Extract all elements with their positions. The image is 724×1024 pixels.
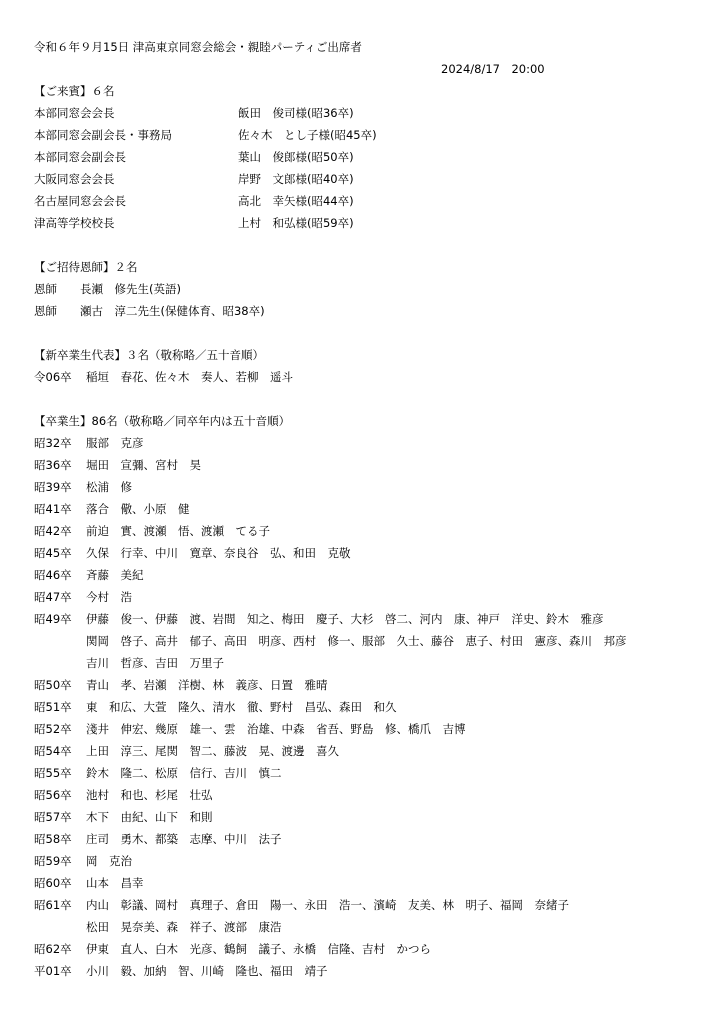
graduate-year: 昭52卒 (34, 722, 72, 736)
teachers-header: 【ご招待恩師】２名 (34, 260, 138, 274)
graduate-year: 昭61卒 (34, 898, 72, 912)
graduate-names: 岡 克治 (86, 854, 132, 868)
graduate-year: 昭59卒 (34, 854, 72, 868)
guest-role: 本部同窓会副会長 (34, 150, 126, 164)
graduate-year: 昭46卒 (34, 568, 72, 582)
graduate-names: 久保 行幸、中川 寛章、奈良谷 弘、和田 克敬 (86, 546, 351, 560)
graduate-year: 昭55卒 (34, 766, 72, 780)
graduate-year: 平01卒 (34, 964, 72, 978)
graduate-year: 昭42卒 (34, 524, 72, 538)
graduate-names: 服部 克彦 (86, 436, 144, 450)
graduate-names: 斉藤 美紀 (86, 568, 144, 582)
graduate-names: 東 和広、大萱 隆久、清水 徹、野村 昌弘、森田 和久 (86, 700, 397, 714)
graduate-names: 庄司 勇木、都築 志摩、中川 法子 (86, 832, 282, 846)
guest-role: 津高等学校校長 (34, 216, 115, 230)
graduates-header: 【卒業生】86名（敬称略／同卒年内は五十音順） (34, 414, 291, 428)
guest-name: 高北 幸矢様(昭44卒) (238, 194, 354, 208)
graduate-year: 昭32卒 (34, 436, 72, 450)
guest-role: 本部同窓会会長 (34, 106, 115, 120)
graduate-names: 木下 由紀、山下 和則 (86, 810, 213, 824)
graduate-year: 昭39卒 (34, 480, 72, 494)
new-grads-header: 【新卒業生代表】３名（敬称略／五十音順） (34, 348, 264, 362)
graduate-names: 青山 孝、岩瀬 洋樹、林 義彦、日置 雅晴 (86, 678, 328, 692)
graduate-year: 昭51卒 (34, 700, 72, 714)
graduate-year: 昭60卒 (34, 876, 72, 890)
graduate-names: 内山 彰議、岡村 真理子、倉田 陽一、永田 浩一、濱崎 友美、林 明子、福岡 奈緒子 (86, 898, 569, 912)
guest-name: 飯田 俊司様(昭36卒) (238, 106, 354, 120)
graduate-year: 昭54卒 (34, 744, 72, 758)
graduate-names: 鈴木 隆二、松原 信行、吉川 慎二 (86, 766, 282, 780)
guest-name: 岸野 文郎様(昭40卒) (238, 172, 354, 186)
guest-name: 上村 和弘様(昭59卒) (238, 216, 354, 230)
graduate-year: 昭45卒 (34, 546, 72, 560)
guest-name: 佐々木 とし子様(昭45卒) (238, 128, 377, 142)
graduate-names: 松田 晃奈美、森 祥子、渡部 康浩 (86, 920, 282, 934)
new-grad-year: 令06卒 (34, 370, 72, 384)
graduate-year: 昭50卒 (34, 678, 72, 692)
graduate-names: 落合 儆、小原 健 (86, 502, 190, 516)
graduate-names: 山本 昌幸 (86, 876, 144, 890)
graduate-names: 松浦 修 (86, 480, 132, 494)
timestamp: 2024/8/17 20:00 (441, 62, 545, 76)
graduate-year: 昭57卒 (34, 810, 72, 824)
teacher-row: 恩師 瀬古 淳二先生(保健体育、昭38卒) (34, 304, 265, 318)
graduate-year: 昭41卒 (34, 502, 72, 516)
guest-name: 葉山 俊郎様(昭50卒) (238, 150, 354, 164)
graduate-names: 伊東 直人、白木 光彦、鶴飼 議子、永橋 信隆、吉村 かつら (86, 942, 431, 956)
guest-role: 大阪同窓会会長 (34, 172, 115, 186)
graduate-year: 昭47卒 (34, 590, 72, 604)
graduate-names: 伊藤 俊一、伊藤 渡、岩間 知之、梅田 慶子、大杉 啓二、河内 康、神戸 洋史、鈴木 雅彦 (86, 612, 604, 626)
graduate-year: 昭36卒 (34, 458, 72, 472)
guest-role: 名古屋同窓会会長 (34, 194, 126, 208)
graduate-year: 昭58卒 (34, 832, 72, 846)
graduate-names: 上田 淳三、尾関 智二、藤波 晃、渡邊 喜久 (86, 744, 339, 758)
document-title: 令和６年９月15日 津高東京同窓会総会・親睦パーティご出席者 (34, 40, 362, 54)
guests-header: 【ご来賓】６名 (34, 84, 115, 98)
graduate-names: 前迫 實、渡瀬 悟、渡瀬 てる子 (86, 524, 270, 538)
graduate-names: 淺井 伸宏、幾原 雄一、雲 治雄、中森 省吾、野島 修、橋爪 吉博 (86, 722, 466, 736)
guest-role: 本部同窓会副会長・事務局 (34, 128, 172, 142)
graduate-names: 今村 浩 (86, 590, 132, 604)
graduate-names: 池村 和也、杉尾 壮弘 (86, 788, 213, 802)
graduate-names: 小川 毅、加納 智、川崎 隆也、福田 靖子 (86, 964, 328, 978)
new-grad-names: 稲垣 春花、佐々木 奏人、若柳 遥斗 (86, 370, 293, 384)
graduate-names: 堀田 宣彌、宮村 昊 (86, 458, 201, 472)
teacher-row: 恩師 長瀬 修先生(英語) (34, 282, 181, 296)
graduate-year: 昭49卒 (34, 612, 72, 626)
graduate-names: 吉川 哲彦、吉田 万里子 (86, 656, 224, 670)
graduate-year: 昭56卒 (34, 788, 72, 802)
graduate-year: 昭62卒 (34, 942, 72, 956)
graduate-names: 関岡 啓子、高井 郁子、高田 明彦、西村 修一、服部 久士、藤谷 恵子、村田 憲彦、森川 邦彦 (86, 634, 627, 648)
